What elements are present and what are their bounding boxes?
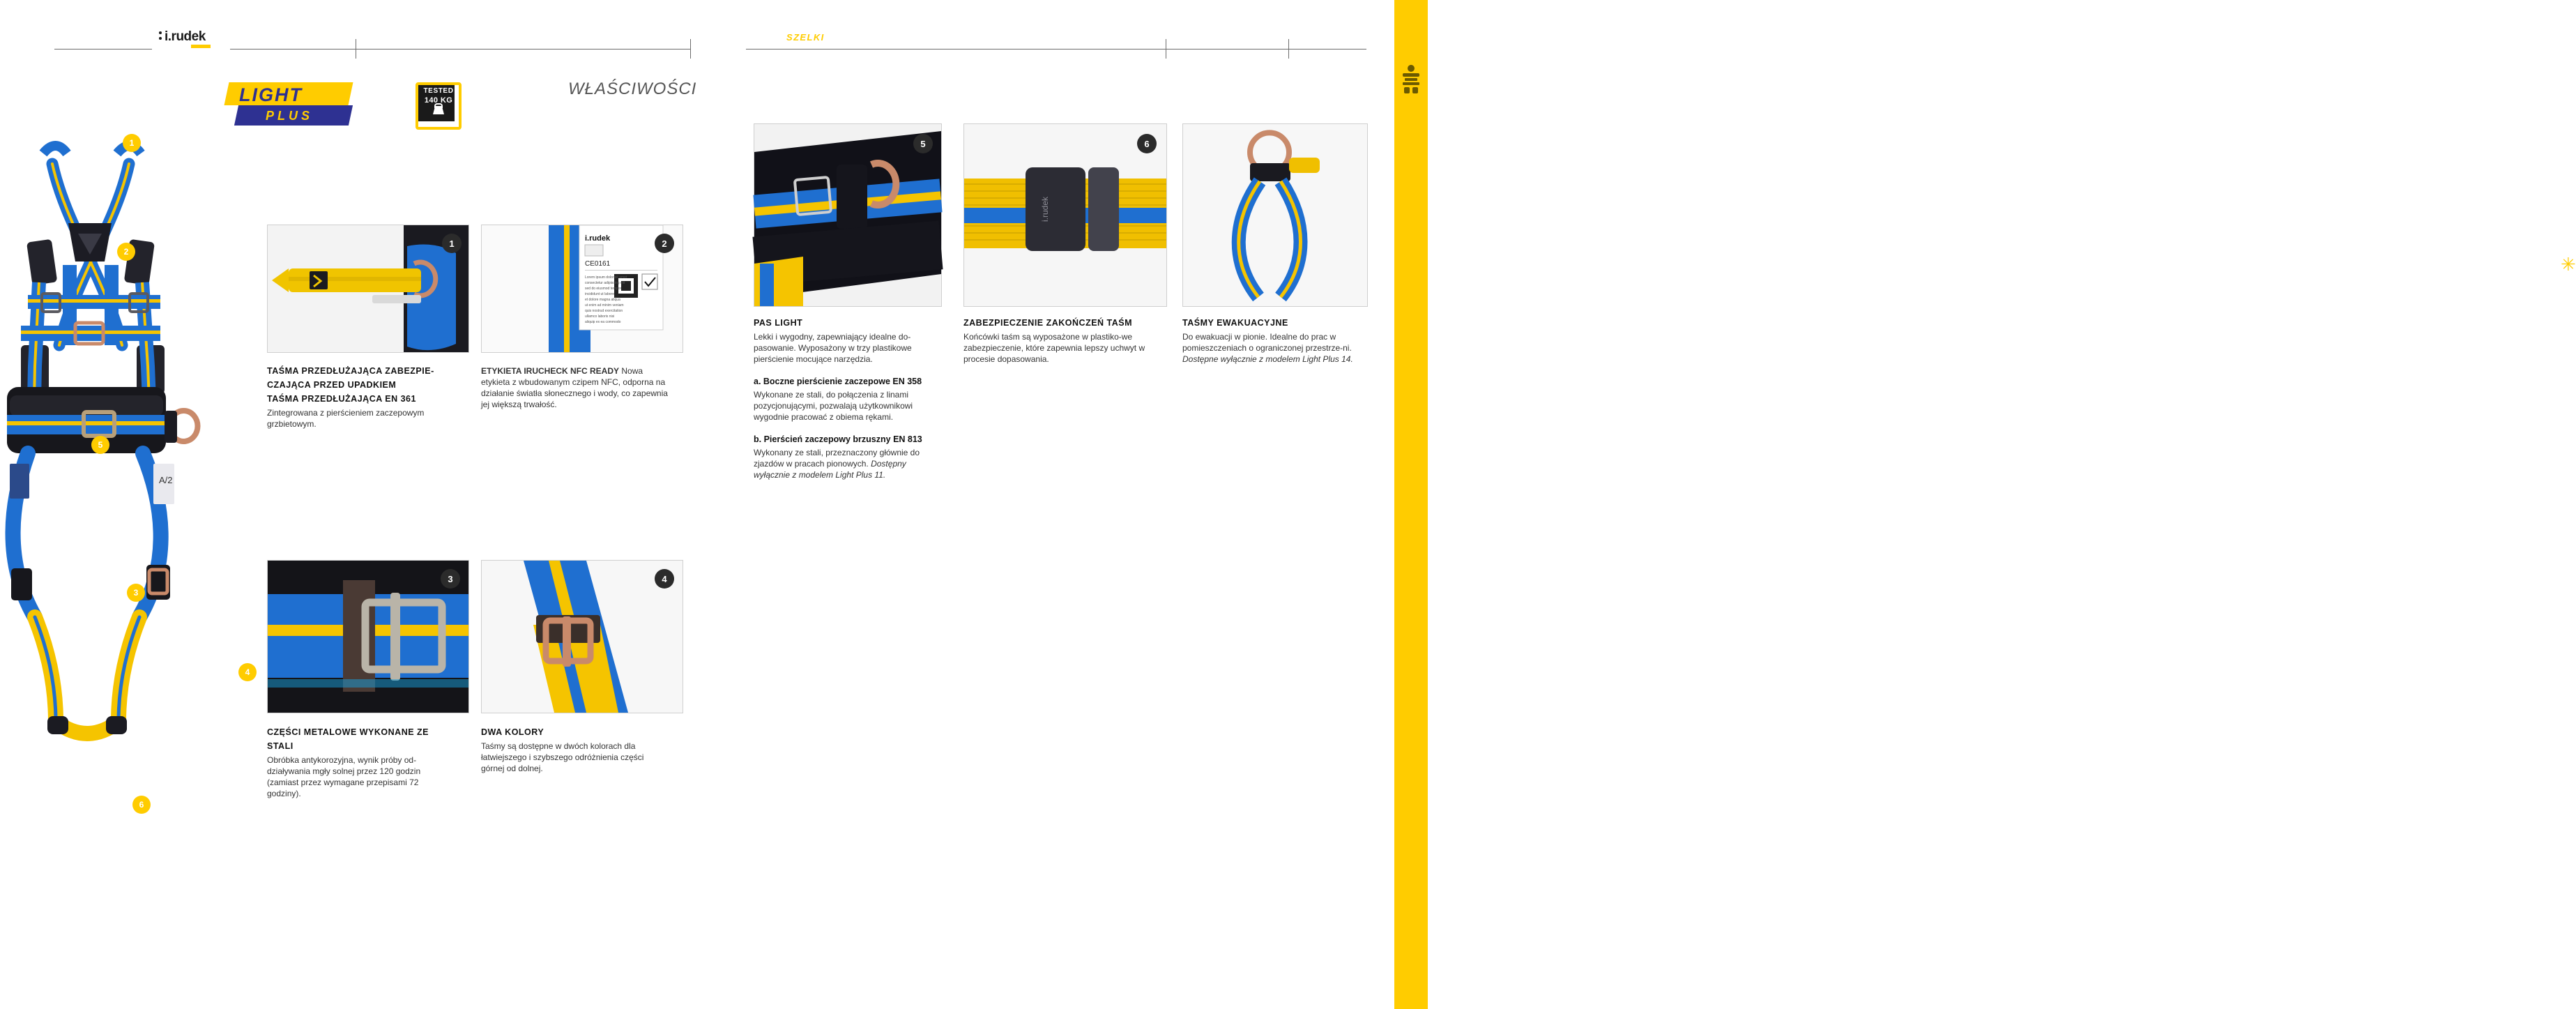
- svg-text:i.rudek: i.rudek: [1040, 196, 1050, 222]
- caption-3-title-line2: STALI: [267, 741, 294, 751]
- caption-3: [267, 727, 450, 799]
- caption-7-italic: Dostępne wyłącznie z modelem Light Plus 14.: [1182, 354, 1353, 364]
- caption-1-title-line3: TAŚMA PRZEDŁUŻAJĄCA EN 361: [267, 394, 416, 404]
- badge-plus-text: PLUS: [266, 109, 314, 123]
- svg-text:incididunt ut labore: incididunt ut labore: [585, 292, 614, 296]
- caption-3-body: Obróbka antykorozyjna, wynik próby od-działywania mgły solnej przez 120 godzin (zamiast przez wymagane przepisami 72 godziny).: [267, 755, 421, 798]
- caption-6-title: ZABEZPIECZENIE ZAKOŃCZEŃ TAŚM: [963, 318, 1133, 328]
- caption-5: [754, 317, 939, 480]
- svg-text:CE0161: CE0161: [585, 260, 611, 268]
- svg-text:ullamco laboris nisi: ullamco laboris nisi: [585, 314, 615, 319]
- svg-text:consectetur adipiscing elit: consectetur adipiscing elit: [585, 281, 625, 285]
- harness-marker-4: 4: [238, 663, 257, 681]
- caption-7-text: Do ewakuacji w pionie. Idealne do prac w pomieszczeniach o ograniczonej przestrze-ni.: [1182, 332, 1352, 353]
- caption-2-lead: Nowa: [619, 366, 643, 376]
- caption-5b-italic: Dostępny wyłącznie z modelem Light Plus 11.: [754, 459, 906, 480]
- caption-3-title-line1: CZĘŚCI METALOWE WYKONANE ZE: [267, 727, 429, 737]
- svg-text:sed do eiusmod tempor: sed do eiusmod tempor: [585, 287, 622, 291]
- svg-text:ut enim ad minim veniam: ut enim ad minim veniam: [585, 303, 624, 308]
- card-2-number: 2: [655, 234, 674, 253]
- card-6-number: 6: [1137, 134, 1157, 153]
- photo-card-2: [481, 225, 683, 353]
- header-tick-2: [690, 39, 691, 59]
- caption-2-text: [481, 365, 669, 377]
- tested-badge: [416, 82, 462, 130]
- photo-card-3: [267, 560, 469, 713]
- caption-5-title: PAS LIGHT: [754, 318, 803, 328]
- svg-text:et dolore magna aliqua: et dolore magna aliqua: [585, 298, 620, 302]
- header-rule-right: [746, 49, 1366, 50]
- card-4-number: 4: [655, 569, 674, 589]
- harness-photo: [0, 136, 258, 826]
- logo-dot-upper: [159, 31, 162, 34]
- tested-weight: 140 KG: [424, 96, 453, 105]
- svg-text:Lorem ipsum dolor sit amet: Lorem ipsum dolor sit amet: [585, 275, 627, 280]
- caption-4: [481, 727, 668, 774]
- caption-7-body: [1182, 331, 1365, 365]
- harness-marker-3: 3: [127, 584, 145, 602]
- right-edge-bar: [1394, 0, 1428, 1009]
- logo-dot-lower: [159, 37, 162, 40]
- photo-card-6: [963, 123, 1167, 307]
- header-rule-left: [54, 49, 152, 50]
- caption-2-title: ETYKIETA IRUCHECK NFC READY: [481, 366, 620, 376]
- card-1-number: 1: [442, 234, 462, 253]
- caption-6: [963, 317, 1159, 365]
- photo-card-5: [754, 123, 942, 307]
- card-5-number: 5: [913, 134, 933, 153]
- light-plus-badge: [227, 82, 351, 126]
- caption-7: [1182, 317, 1365, 365]
- caption-1-body: Zintegrowana z pierścieniem zaczepowym grzbietowym.: [267, 408, 425, 429]
- photo-card-7: [1182, 123, 2576, 307]
- card-7-star-badge: ✳: [2561, 254, 2576, 275]
- tested-label: TESTED: [423, 87, 454, 95]
- caption-5b-text: Wykonany ze stali, przeznaczony głównie do zjazdów w pracach pionowych.: [754, 448, 920, 469]
- logo-underline: [191, 45, 211, 48]
- caption-2: [481, 365, 669, 410]
- card-3-number: 3: [441, 569, 460, 589]
- caption-5-body: Lekki i wygodny, zapewniający idealne do-pasowanie. Wyposażony w trzy plastikowe pierścienie mocujące narzędzia.: [754, 332, 912, 364]
- logo-text: i.rudek: [165, 29, 206, 44]
- harness-marker-6: 6: [132, 796, 151, 814]
- caption-6-body: Końcówki taśm są wyposażone w plastiko-we zabezpieczenie, które zapewnia lepszy uchwyt w procesie dopasowania.: [963, 332, 1145, 364]
- caption-5a-title: a. Boczne pierścienie zaczepowe EN 358: [754, 377, 922, 386]
- photo-card-1: [267, 225, 469, 353]
- svg-text:A/2: A/2: [159, 475, 173, 485]
- caption-5a-body: Wykonane ze stali, do połączenia z linami pozycjonującymi, pozwalają użytkownikowi wygodnie pracować z obiema rękami.: [754, 390, 913, 422]
- caption-4-body: Taśmy są dostępne w dwóch kolorach dla łatwiejszego i szybszego odróżnienia części górnej od dolnej.: [481, 741, 644, 773]
- brand-logo: [159, 29, 222, 47]
- caption-2-body: etykieta z wbudowanym czipem NFC, odporna na działanie światła słonecznego i wody, co zapewnia jej większą trwałość.: [481, 377, 668, 409]
- section-label: SZELKI: [786, 32, 825, 43]
- harness-marker-1: 1: [123, 134, 141, 152]
- page-title: WŁAŚCIWOŚCI: [568, 79, 697, 98]
- svg-text:aliquip ex ea commodo: aliquip ex ea commodo: [585, 320, 621, 324]
- badge-light-text: LIGHT: [239, 84, 303, 105]
- header-rule-center: [230, 49, 690, 50]
- svg-text:i.rudek: i.rudek: [585, 234, 611, 243]
- harness-pictogram-icon: [1398, 64, 1424, 95]
- caption-1: [267, 365, 447, 430]
- caption-4-title: DWA KOLORY: [481, 727, 544, 737]
- photo-card-4: [481, 560, 683, 713]
- harness-marker-5: 5: [91, 436, 109, 454]
- svg-text:quis nostrud exercitation: quis nostrud exercitation: [585, 309, 623, 313]
- caption-1-title-line2: CZAJĄCA PRZED UPADKIEM: [267, 380, 397, 390]
- header-tick-4: [1288, 39, 1289, 59]
- caption-1-title-line1: TAŚMA PRZEDŁUŻAJĄCA ZABEZPIE-: [267, 366, 434, 376]
- caption-7-title: TAŚMY EWAKUACYJNE: [1182, 318, 1288, 328]
- harness-marker-2: 2: [117, 243, 135, 261]
- caption-5b-body: [754, 447, 939, 480]
- caption-5b-title: b. Pierścień zaczepowy brzuszny EN 813: [754, 434, 922, 444]
